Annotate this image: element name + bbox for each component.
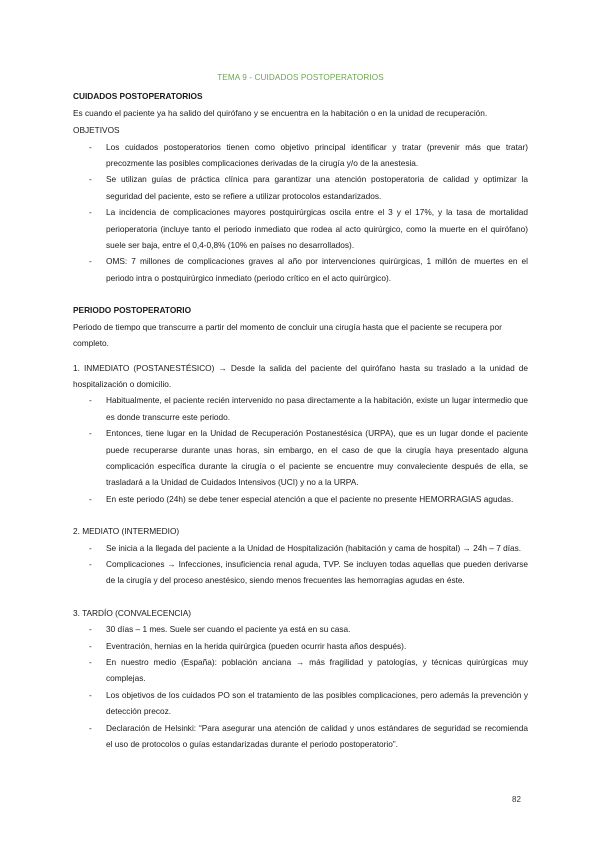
page-title: TEMA 9 - CUIDADOS POSTOPERATORIOS bbox=[217, 73, 384, 82]
list-item: - En este periodo (24h) se debe tener especial atención a que el paciente no presente HEMORRAGIAS agudas. bbox=[106, 491, 528, 507]
list-item: - Se inicia a la llegada del paciente a la Unidad de Hospitalización (habitación y cama de hospital) → 24h – 7 días. bbox=[106, 540, 528, 556]
mediato-list bbox=[73, 540, 528, 589]
page-number: 82 bbox=[512, 795, 521, 804]
list-item: - Los cuidados postoperatorios tienen como objetivo principal identificar y tratar (prevenir más que tratar) precozmente las posibles complicaciones derivadas de la cirugía y/o de la anestesia. bbox=[106, 139, 528, 172]
subsection-mediato: 2. MEDIATO (INTERMEDIO) bbox=[73, 526, 180, 537]
list-item: - Complicaciones → Infecciones, insuficiencia renal aguda, TVP. Se incluyen todas aquellas que pueden derivarse de la cirugía y del proceso anestésico, siendo menos frecuentes las hemorragias agudas en éste. bbox=[106, 556, 528, 589]
list-item: - En nuestro medio (España): población anciana → más fragilidad y patologías, y técnicas quirúrgicas muy complejas. bbox=[106, 654, 528, 687]
inmediato-list bbox=[73, 392, 528, 507]
subsection-tardio: 3. TARDÍO (CONVALECENCIA) bbox=[73, 607, 192, 618]
document-page bbox=[73, 70, 528, 752]
list-item: - Los objetivos de los cuidados PO son el tratamiento de las posibles complicaciones, pero además la prevención y detección precoz. bbox=[106, 687, 528, 720]
list-item: - Habitualmente, el paciente recién intervenido no pasa directamente a la habitación, existe un lugar intermedio que es donde transcurre este periodo. bbox=[106, 392, 528, 425]
tardio-list bbox=[73, 621, 528, 752]
objetivos-label: OBJETIVOS bbox=[73, 125, 120, 136]
section-intro-cuidados: Es cuando el paciente ya ha salido del quirófano y se encuentra en la habitación o en la unidad de recuperación. bbox=[73, 107, 488, 118]
list-item: - Declaración de Helsinki: “Para asegurar una atención de calidad y unos estándares de seguridad se recomienda el uso de protocolos o guías estandarizadas durante el periodo postoperatorio”. bbox=[106, 720, 528, 753]
section-heading-cuidados: CUIDADOS POSTOPERATORIOS bbox=[73, 91, 203, 102]
list-item: - Entonces, tiene lugar en la Unidad de Recuperación Postanestésica (URPA), que es un lugar donde el paciente puede recuperarse durante unas horas, sin embargo, en el caso de que la cirugía haya presentado alguna complicación específica durante la cirugía o el paciente se encuentre muy convaleciente después de ella, se trasladará a la Unidad de Cuidados Intensivos (UCI) y no a la URPA. bbox=[106, 425, 528, 491]
list-item: - 30 días – 1 mes. Suele ser cuando el paciente ya está en su casa. bbox=[106, 621, 528, 637]
list-item: - Se utilizan guías de práctica clínica para garantizar una atención postoperatoria de calidad y optimizar la seguridad del paciente, esto se refiere a utilizar protocolos estandarizados. bbox=[106, 171, 528, 204]
subsection-inmediato: 1. INMEDIATO (POSTANESTÉSICO) → Desde la salida del paciente del quirófano hasta su traslado a la unidad de hospitalización o domicilio. bbox=[73, 362, 528, 389]
section-intro-periodo: Periodo de tiempo que transcurre a partir del momento de concluir una cirugía hasta que el paciente se recupera por completo. bbox=[73, 321, 502, 349]
list-item: - La incidencia de complicaciones mayores postquirúrgicas oscila entre el 3 y el 17%, y la tasa de mortalidad perioperatoria (incluye tanto el periodo inmediato que rodea al acto quirúrgico, como la muerte en el quirófano) suele ser baja, entre el 0,4-0,8% (10% en países no desarrollados). bbox=[106, 204, 528, 253]
objetivos-list bbox=[73, 139, 528, 287]
list-item: - Eventración, hernias en la herida quirúrgica (pueden ocurrir hasta años después). bbox=[106, 638, 528, 654]
list-item: - OMS: 7 millones de complicaciones graves al año por intervenciones quirúrgicas, 1 millón de muertes en el periodo intra o postquirúrgico inmediato (periodo crítico en el acto quirúrgico). bbox=[106, 253, 528, 286]
section-heading-periodo: PERIODO POSTOPERATORIO bbox=[73, 305, 192, 316]
